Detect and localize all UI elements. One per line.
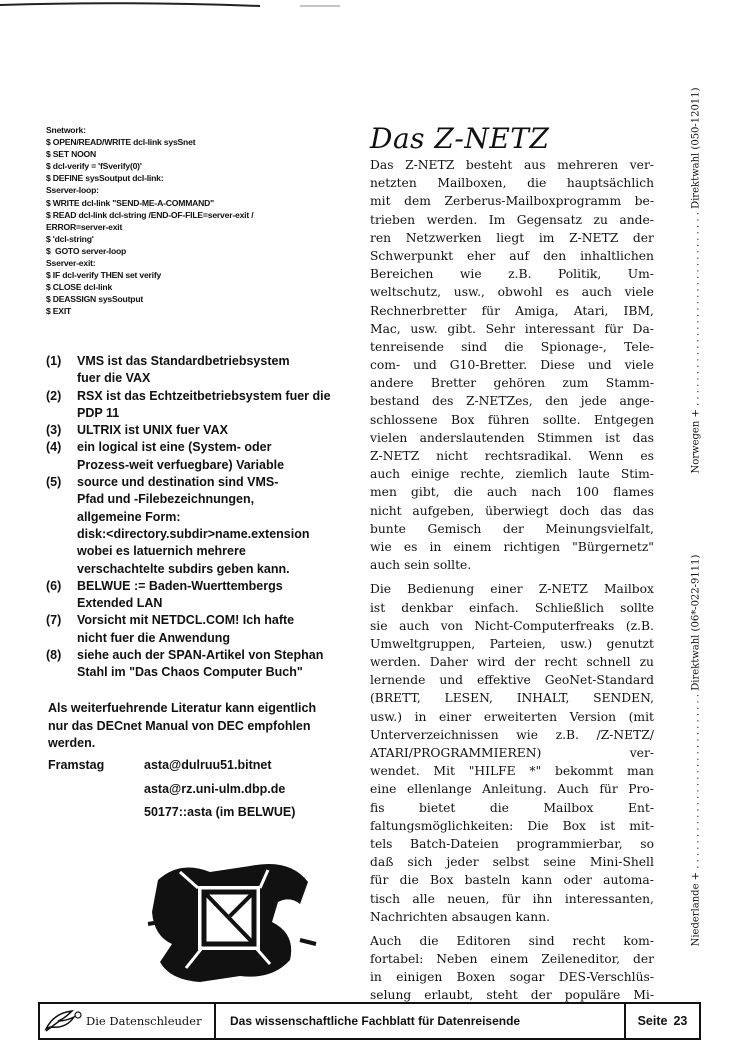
article-line: Das Z-NETZ besteht aus mehreren ver- [370, 158, 654, 172]
literature-note [48, 700, 348, 753]
article-line: tels Batch-Dateien programmierbar, so [370, 836, 654, 851]
footnote-line: Pfad und -Filebezeichnungen, [77, 492, 255, 507]
footnote-line: fuer die VAX [77, 371, 151, 386]
article-line: (BRETT, LESEN, INHALT, SENDEN, [370, 691, 654, 706]
footnote-line: allgemeine Form: [77, 509, 181, 524]
footnote-number: (3) [46, 423, 62, 438]
code-line: ERROR=server-exit [46, 221, 123, 232]
article-line: Auch die Editoren sind recht kom- [370, 933, 654, 948]
footnote-item [46, 578, 346, 613]
footer-tagline: Das wissenschaftliche Fachblatt für Datenreisende [216, 1004, 626, 1038]
article-line: com- und G10-Bretter. Diese und viele [370, 358, 654, 373]
literature-line: werden. [48, 736, 96, 750]
footnote-number: (7) [46, 613, 62, 628]
article-line: schlossene Box führen sollte. Entgegen [370, 412, 654, 427]
footnote-number: (6) [46, 578, 62, 593]
code-line: $ DEFINE sysSoutput dcl-link: [46, 173, 164, 184]
article-line: tenreisende sind die Spionage-, Tele- [370, 339, 654, 354]
article-line: vielen anderslautenden Stimmen ist das [370, 430, 654, 445]
article-line: Rechnerbretter für Amiga, Atari, IBM, [370, 303, 654, 318]
article-line: sie auch von Nicht-Computerfreaks (z.B. [370, 618, 654, 633]
footnote-item [46, 474, 346, 578]
article-line: men gibt, die auch nach 100 flames [370, 485, 654, 500]
page-number: 23 [673, 1014, 688, 1028]
footnote-line: source und destination sind VMS- [77, 475, 279, 490]
code-line: $ READ dcl-link dcl-string /END-OF-FILE=server-exit / [46, 209, 254, 220]
footnote-line: PDP 11 [77, 405, 120, 420]
footnote-line: Stahl im "Das Chaos Computer Buch" [77, 665, 303, 680]
code-line: $ WRITE dcl-link "SEND-ME-A-COMMAND" [46, 197, 215, 208]
email-address: asta@rz.uni-ulm.dbp.de [144, 781, 286, 796]
code-line: $ 'dcl-string' [46, 233, 94, 244]
article-line: Z-NETZ nicht rechtsradikal. Wenn es [370, 449, 654, 463]
author-name: Framstag [48, 758, 105, 772]
article-line: weltschutz, usw., obwohl es auch viele [370, 285, 654, 300]
article-line: werden. Daher wird der recht schnell zu [370, 655, 654, 670]
article-line: Mac, usw. gibt. Sehr interessant für Da- [370, 321, 654, 336]
sidebar-dial-netherlands [688, 530, 704, 970]
sidebar-text: Norwegen + . . . . . . . . . . . . . . . . . . . . . . . . . . . . . . . Direktwahl (050-12011) [690, 86, 702, 474]
code-line: Sserver-loop: [46, 185, 99, 196]
footnote-line: Extended LAN [77, 596, 163, 611]
footnote-item [46, 353, 346, 388]
footnote-line: disk:<directory.subdir>name.extension [77, 526, 310, 541]
article-line: ren Netzwerken liegt im Z-NETZ der [370, 230, 654, 245]
footnote-number: (8) [46, 648, 62, 663]
code-line: Snetwork: [46, 125, 86, 135]
footnote-line: Prozess-weit verfuegbare) Variable [77, 457, 285, 472]
article-line: auch einige rechte, ziemlich laute Stim- [370, 467, 654, 482]
footnote-line: nicht fuer die Anwendung [77, 630, 231, 645]
footnote-number: (2) [46, 388, 62, 403]
article-line: faltungsmöglichkeiten: Die Box ist mit- [370, 818, 654, 833]
footnote-item [46, 612, 346, 647]
article-line: wendet. Mit "HILFE *" bekommt man [370, 764, 654, 779]
footnote-item [46, 422, 346, 439]
sidebar-dial-norway [688, 60, 704, 500]
quill-icon [44, 1009, 84, 1033]
article-title: Das Z-NETZ [370, 122, 550, 155]
footnote-item [46, 647, 346, 682]
article-line: daß sich jeder selbst seine Mini-Shell [370, 855, 654, 870]
footnote-number: (4) [46, 440, 62, 455]
article-line: Unterverzeichnissen wie z.B. /Z-NETZ/ [370, 727, 654, 742]
signature-block [48, 754, 348, 825]
footnotes-list [46, 353, 346, 682]
article-line: andere Bretter gehören zum Stamm- [370, 376, 654, 391]
code-line: $ CLOSE dcl-link [46, 282, 113, 293]
article-line: selung erlaubt, steht der populäre Mi- [370, 988, 654, 1003]
article-line: auch sein sollte. [370, 558, 472, 573]
code-line: Sserver-exit: [46, 258, 96, 269]
page-footer [38, 1002, 701, 1040]
scan-top-edge [0, 0, 739, 8]
article-line: trieben werden. Im Gegensatz zu ande- [370, 212, 654, 227]
footnote-line: ULTRIX ist UNIX fuer VAX [77, 423, 228, 438]
code-line: $ GOTO server-loop [46, 245, 127, 256]
footnote-item [46, 388, 346, 423]
footnote-line: RSX ist das Echtzeitbetriebsystem fuer die [77, 388, 331, 403]
article-line: netzten Mailboxen, die hauptsächlich [370, 176, 654, 191]
page-label: Seite [637, 1014, 668, 1028]
dcl-code-listing [46, 124, 346, 318]
article-line: Schwerpunkt eher auf den inhaltlichen [370, 248, 654, 263]
code-line: $ OPEN/READ/WRITE dcl-link sysSnet [46, 137, 196, 148]
literature-line: nur das DECnet Manual von DEC empfohlen [48, 718, 311, 733]
code-line: $ SET NOON [46, 149, 97, 160]
article-line: Bereichen wie z.B. Politik, Um- [370, 267, 654, 282]
footnote-number: (1) [46, 354, 62, 368]
footnote-line: ein logical ist eine (System- oder [77, 440, 272, 455]
brand-name: Die Datenschleuder [86, 1014, 202, 1028]
footnote-line: siehe auch der SPAN-Artikel von Stephan [77, 648, 324, 663]
code-line: $ DEASSIGN sysSoutput [46, 294, 144, 305]
article-line: Die Bedienung einer Z-NETZ Mailbox [370, 582, 654, 597]
footnote-line: BELWUE := Baden-Wuerttembergs [77, 578, 283, 593]
footnote-number: (5) [46, 475, 62, 490]
article-line: fortabel: Neben einem Zeileneditor, der [370, 952, 654, 967]
sidebar-text: Niederlande + . . . . . . . . . . . . . . . . . . . . . . . . . . . . Direktwahl (06*-022-9111) [690, 554, 702, 946]
article-line: Umweltgruppen, Parteien, usw.) genutzt [370, 636, 654, 651]
article-line: bestand des Z-NETZes, den jede ange- [370, 394, 654, 409]
footnote-item [46, 439, 346, 474]
article-line: in einigen Boxen sogar DES-Verschlüs- [370, 970, 654, 985]
article-line: fis bietet die Mailbox Ent- [370, 800, 654, 815]
footnote-line: VMS ist das Standardbetriebsystem [77, 354, 290, 368]
footer-brand [40, 1004, 216, 1038]
article-body [370, 156, 654, 1005]
footnote-line: verschachtelte subdirs geben kann. [77, 561, 290, 576]
email-address: asta@dulruu51.bitnet [144, 758, 272, 772]
page-number-box [626, 1014, 699, 1028]
article-line: Nachrichten absaugen kann. [370, 909, 551, 924]
code-line: $ dcl-verify = 'fSverify(0)' [46, 161, 142, 172]
article-line: ist denkbar einfach. Schließlich sollte [370, 600, 654, 615]
network-address: 50177::asta (im BELWUE) [144, 805, 296, 819]
article-line: mit dem Zerberus-Mailboxprogramm be- [370, 194, 654, 209]
article-line: tisch alle neuen, für ihn interessanten, [370, 891, 654, 906]
literature-line: Als weiterfuehrende Literatur kann eigentlich [48, 701, 317, 715]
code-line: $ EXIT [46, 306, 72, 317]
code-line: $ IF dcl-verify THEN set verify [46, 270, 162, 281]
article-line: ATARI/PROGRAMMIEREN) ver- [370, 746, 654, 760]
article-line: usw.) in einer erweiterten Version (mit [370, 709, 654, 724]
footnote-line: Vorsicht mit NETDCL.COM! Ich hafte [77, 613, 295, 628]
article-line: wie es in einem richtigen "Bürgernetz" [370, 539, 654, 554]
article-line: nicht aufgeben, überwiegt doch das das [370, 503, 654, 518]
chaos-knot-logo [140, 852, 320, 987]
footnote-line: wobei es latuernich mehrere [77, 544, 246, 559]
article-line: eine ellenlange Anleitung. Auch für Pro- [370, 782, 654, 797]
article-line: lernende und effektive GeoNet-Standard [370, 673, 654, 688]
article-line: bunte Gemisch der Meinungsvielfalt, [370, 521, 654, 536]
article-line: für die Box basteln kann oder automa- [370, 873, 654, 888]
